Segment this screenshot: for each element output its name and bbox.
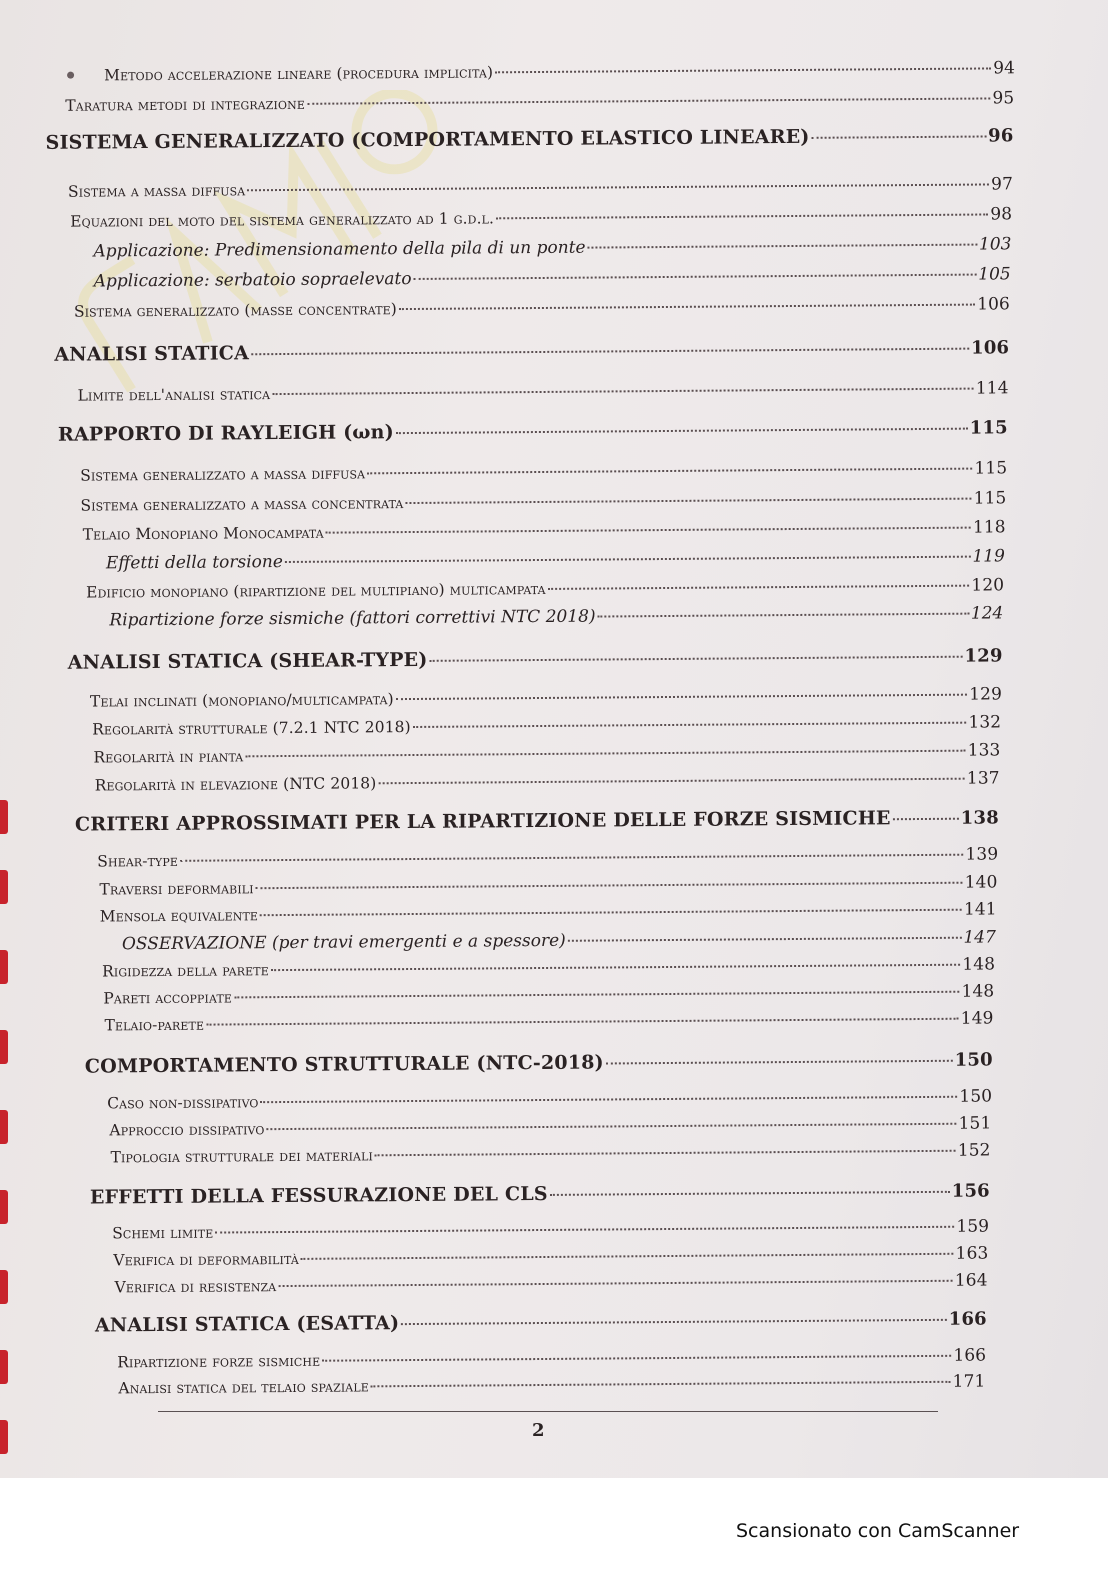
toc-entry-title: Ripartizione forze sismiche bbox=[117, 1351, 321, 1372]
toc-entry-title: Effetti della torsione bbox=[105, 552, 283, 574]
dot-leader bbox=[396, 428, 968, 434]
toc-subentry bbox=[106, 546, 1005, 573]
dot-leader bbox=[326, 527, 971, 534]
toc-entry-title: Sistema generalizzato (masse concentrate) bbox=[73, 300, 397, 321]
toc-subentry bbox=[122, 927, 996, 954]
toc-entry-title: OSSERVAZIONE (per travi emergenti e a spessore) bbox=[121, 930, 566, 955]
toc-section bbox=[83, 517, 1006, 544]
toc-entry-title: Equazioni del moto del sistema generalizzato ad 1 g.d.l. bbox=[70, 209, 495, 231]
toc-entry-title: Regolarità in elevazione (NTC 2018) bbox=[94, 774, 377, 795]
toc-page-number: 114 bbox=[975, 378, 1009, 399]
toc-page-number: 129 bbox=[969, 684, 1003, 705]
toc-page-number: 149 bbox=[960, 1008, 994, 1029]
toc-subentry bbox=[93, 234, 1011, 261]
toc-page-number: 103 bbox=[978, 234, 1012, 255]
toc-entry-title: Taratura metodi di integrazione bbox=[65, 94, 305, 115]
toc-section bbox=[118, 1372, 985, 1399]
dot-leader bbox=[301, 1253, 954, 1260]
dot-leader bbox=[378, 778, 965, 785]
toc-entry-title: Regolarità in pianta bbox=[93, 747, 244, 767]
toc-entry-title: Verifica di deformabilità bbox=[113, 1249, 299, 1270]
toc-page-number: 148 bbox=[961, 981, 995, 1002]
dot-leader bbox=[251, 348, 969, 356]
toc-entry-title: Ripartizione forze sismiche (fattori correttivi NTC 2018) bbox=[109, 606, 596, 631]
toc-section bbox=[80, 488, 1006, 515]
toc-section bbox=[97, 844, 998, 871]
toc-page-number: 147 bbox=[963, 927, 996, 948]
toc-entry-title: Sistema generalizzato a massa concentrata bbox=[80, 494, 404, 515]
toc-chapter bbox=[58, 416, 1008, 445]
dot-leader bbox=[260, 909, 962, 917]
toc-page-number: 171 bbox=[952, 1371, 986, 1392]
toc-page-number: 115 bbox=[974, 458, 1008, 479]
toc-chapter bbox=[75, 806, 999, 835]
toc-entry-title: ANALISI STATICA bbox=[54, 342, 250, 366]
toc-page-number: 139 bbox=[965, 844, 999, 865]
toc-page-number: 152 bbox=[957, 1140, 991, 1161]
dot-leader bbox=[606, 1060, 953, 1065]
dot-leader bbox=[307, 97, 991, 104]
toc-chapter bbox=[54, 336, 1009, 365]
toc-entry-title: ANALISI STATICA (SHEAR-TYPE) bbox=[67, 648, 428, 674]
toc-page-number: 115 bbox=[973, 488, 1007, 509]
toc-page-number: 140 bbox=[964, 872, 998, 893]
toc-page-number: 129 bbox=[964, 645, 1003, 667]
toc-page-number: 106 bbox=[970, 337, 1010, 359]
toc-page-number: 105 bbox=[978, 264, 1011, 285]
toc-page-number: 95 bbox=[992, 88, 1015, 109]
toc-page-number: 156 bbox=[951, 1180, 990, 1202]
toc-page-number: 96 bbox=[988, 125, 1014, 147]
toc-entry-title: SISTEMA GENERALIZZATO (COMPORTAMENTO ELASTICO LINEARE) bbox=[45, 125, 810, 154]
toc-section bbox=[86, 575, 1004, 602]
toc-page-number: 124 bbox=[970, 603, 1004, 624]
toc-page-number: 148 bbox=[962, 954, 996, 975]
toc-entry-title: Applicazione: Predimensionamento della pila di un ponte bbox=[93, 237, 586, 262]
toc-entry-title: Mensola equivalente bbox=[99, 906, 259, 926]
dot-leader bbox=[598, 613, 969, 618]
toc-section bbox=[113, 1243, 988, 1270]
toc-section bbox=[117, 1346, 986, 1373]
toc-page-number: 98 bbox=[990, 204, 1013, 225]
toc-entry-title: Telaio Monopiano Monocampata bbox=[82, 523, 324, 544]
dot-leader bbox=[401, 1319, 946, 1325]
toc-chapter bbox=[85, 1048, 993, 1077]
toc-section bbox=[115, 1271, 988, 1298]
toc-entry-title: RAPPORTO DI RAYLEIGH (ωn) bbox=[57, 421, 394, 446]
toc-page-number: 106 bbox=[977, 294, 1010, 315]
toc-entry-title: COMPORTAMENTO STRUTTURALE (NTC-2018) bbox=[84, 1051, 604, 1078]
toc-section bbox=[78, 378, 1009, 405]
toc-entry-title: Pareti accoppiate bbox=[103, 988, 233, 1008]
dot-leader bbox=[893, 818, 959, 821]
toc-section bbox=[68, 174, 1013, 201]
dot-leader bbox=[548, 585, 970, 590]
toc-entry-title: Verifica di resistenza bbox=[114, 1277, 277, 1297]
dot-leader bbox=[272, 388, 974, 396]
toc-page-number: 119 bbox=[972, 546, 1005, 567]
dot-leader bbox=[180, 854, 964, 862]
dot-leader bbox=[396, 694, 967, 700]
toc-section bbox=[92, 712, 1001, 739]
dot-leader bbox=[234, 991, 960, 999]
toc-entry-title: Shear-type bbox=[97, 851, 179, 871]
toc-section bbox=[104, 1008, 993, 1035]
toc-entry-title: Telaio-parete bbox=[104, 1015, 205, 1035]
toc-section bbox=[80, 458, 1007, 485]
toc-entry-title: Limite dell'analisi statica bbox=[77, 385, 271, 405]
toc-entry-title: Tipologia strutturale dei materiali bbox=[110, 1146, 373, 1167]
toc-entry-title: Edificio monopiano (ripartizione del multipiano) multicampata bbox=[86, 579, 546, 602]
dot-leader bbox=[405, 498, 971, 504]
toc-chapter bbox=[90, 1179, 990, 1208]
bullet-icon bbox=[67, 72, 74, 79]
dot-leader bbox=[278, 1280, 953, 1287]
toc-page-number: 94 bbox=[993, 58, 1016, 79]
toc-page-number: 141 bbox=[963, 899, 997, 920]
toc-page-number: 132 bbox=[968, 712, 1002, 733]
toc-entry-title: Schemi limite bbox=[112, 1223, 214, 1243]
dot-leader bbox=[550, 1191, 950, 1196]
dot-leader bbox=[215, 1226, 954, 1234]
dot-leader bbox=[568, 937, 962, 942]
toc-section bbox=[103, 981, 994, 1008]
dot-leader bbox=[245, 750, 965, 758]
dot-leader bbox=[588, 244, 977, 249]
toc-entry-title: Applicazione: serbatoio sopraelevato bbox=[93, 268, 412, 292]
toc-entry-title: Caso non-dissipativo bbox=[107, 1093, 259, 1113]
toc-chapter bbox=[46, 124, 1014, 154]
dot-leader bbox=[430, 656, 963, 662]
toc-section bbox=[74, 294, 1010, 321]
toc-page-number: 163 bbox=[955, 1243, 989, 1264]
toc-subentry bbox=[94, 264, 1011, 291]
toc-page-number: 97 bbox=[991, 174, 1014, 195]
dot-leader bbox=[812, 135, 987, 138]
toc-page-number: 159 bbox=[956, 1216, 990, 1237]
toc-section bbox=[109, 1113, 991, 1140]
toc-entry-title: Traversi deformabili bbox=[99, 879, 254, 899]
dot-leader bbox=[414, 274, 977, 280]
toc-chapter bbox=[68, 644, 1003, 673]
toc-subentry bbox=[109, 603, 1003, 630]
toc-chapter bbox=[95, 1308, 987, 1337]
dot-leader bbox=[399, 304, 975, 311]
toc-page-number: 133 bbox=[967, 740, 1001, 761]
toc-section bbox=[90, 684, 1002, 711]
toc-section bbox=[112, 1216, 989, 1243]
dot-leader bbox=[271, 964, 961, 971]
dot-leader bbox=[495, 67, 991, 73]
toc-section bbox=[70, 204, 1012, 231]
toc-page-number: 166 bbox=[953, 1345, 987, 1366]
toc-section bbox=[100, 899, 997, 926]
toc-entry-title: Approccio dissipativo bbox=[109, 1120, 265, 1140]
toc-entry-title: Sistema a massa diffusa bbox=[67, 181, 246, 201]
toc-entry-title: EFFETTI DELLA FESSURAZIONE DEL CLS bbox=[89, 1182, 548, 1209]
toc-entry-title: ANALISI STATICA (ESATTA) bbox=[94, 1312, 400, 1337]
toc-entry-title: Analisi statica del telaio spaziale bbox=[118, 1377, 369, 1398]
toc-section bbox=[102, 954, 995, 981]
toc-page-number: 137 bbox=[966, 768, 1000, 789]
dot-leader bbox=[266, 1123, 956, 1130]
toc-section bbox=[111, 1140, 991, 1167]
dot-leader bbox=[371, 1381, 951, 1388]
toc-entry-title: Sistema generalizzato a massa diffusa bbox=[80, 464, 366, 485]
dot-leader bbox=[285, 556, 971, 563]
toc-page-number: 151 bbox=[958, 1113, 992, 1134]
toc-entry-title: Rigidezza della parete bbox=[102, 961, 269, 981]
toc-section bbox=[95, 768, 1000, 795]
dot-leader bbox=[247, 183, 989, 191]
toc-section bbox=[107, 1086, 992, 1113]
toc-entry-title: Regolarità strutturale (7.2.1 NTC 2018) bbox=[92, 718, 411, 739]
dot-leader bbox=[261, 1096, 958, 1103]
toc-entry-title: Telai inclinati (monopiano/multicampata) bbox=[89, 690, 394, 711]
toc-section bbox=[65, 88, 1014, 115]
toc-page-number: 138 bbox=[960, 807, 1000, 829]
footer-rule bbox=[158, 1411, 938, 1412]
toc-entry-title: CRITERI APPROSSIMATI PER LA RIPARTIZIONE DELLE FORZE SISMICHE bbox=[74, 807, 891, 836]
scanner-label: Scansionato con CamScanner bbox=[736, 1520, 1020, 1542]
dot-leader bbox=[206, 1018, 959, 1026]
toc-entry-title: Metodo accelerazione lineare (procedura implicita) bbox=[104, 63, 494, 85]
toc-page-number: 120 bbox=[971, 575, 1005, 596]
toc-page-number: 118 bbox=[972, 517, 1006, 538]
toc-page-number: 115 bbox=[969, 417, 1008, 439]
dot-leader bbox=[496, 213, 988, 219]
page-number: 2 bbox=[532, 1420, 545, 1441]
toc-page-number: 166 bbox=[948, 1308, 987, 1330]
dot-leader bbox=[413, 722, 967, 728]
toc-page-number: 150 bbox=[959, 1086, 993, 1107]
dot-leader bbox=[322, 1355, 951, 1362]
toc-page-number: 164 bbox=[954, 1270, 988, 1291]
toc-section bbox=[67, 58, 1015, 85]
dot-leader bbox=[256, 882, 963, 890]
toc-page-number: 150 bbox=[954, 1049, 993, 1071]
dot-leader bbox=[367, 468, 972, 475]
dot-leader bbox=[375, 1150, 956, 1157]
toc-section bbox=[93, 740, 1000, 767]
toc-section bbox=[99, 872, 997, 899]
